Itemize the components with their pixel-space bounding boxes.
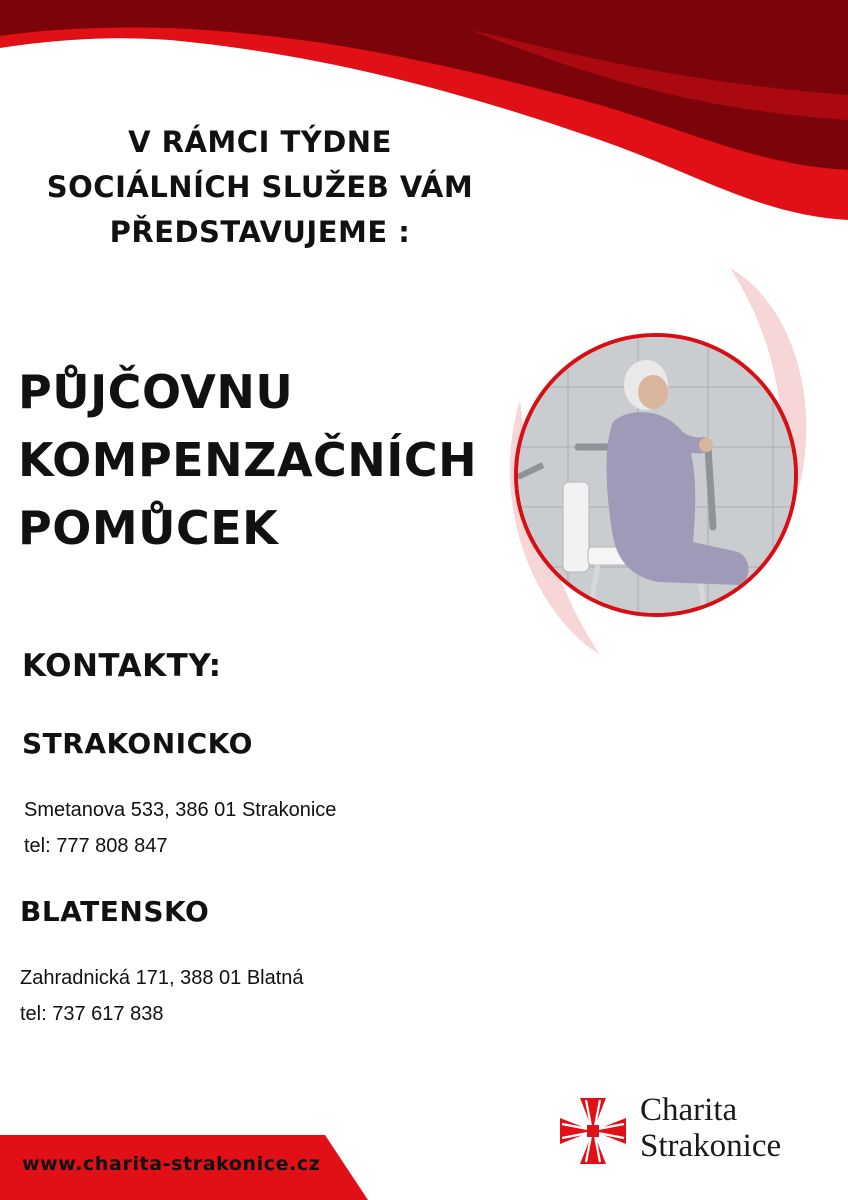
address-strakonicko: Smetanova 533, 386 01 Strakonice — [24, 799, 337, 821]
charita-logo — [558, 1092, 838, 1172]
intro-line-2: SOCIÁLNÍCH SLUŽEB VÁM — [46, 170, 474, 204]
intro-line-1: V RÁMCI TÝDNE — [128, 125, 392, 159]
caritas-cross-icon — [558, 1096, 628, 1166]
region-strakonicko: STRAKONICKO — [22, 727, 253, 760]
phone-blatensko[interactable]: tel: 737 617 838 — [20, 1003, 164, 1025]
headline-line-3: POMŮCEK — [18, 501, 279, 555]
logo-line-1: Charita — [640, 1092, 738, 1128]
elderly-person-shower-chair-photo — [514, 333, 798, 617]
contact-block-blatensko — [20, 960, 304, 1032]
contact-block-strakonicko — [24, 792, 336, 864]
contacts-heading: KONTAKTY: — [22, 648, 222, 684]
website-link[interactable]: www.charita-strakonice.cz — [22, 1153, 321, 1175]
region-blatensko: BLATENSKO — [20, 895, 210, 928]
headline-line-1: PŮJČOVNU — [18, 365, 294, 419]
headline-line-2: KOMPENZAČNÍCH — [18, 433, 478, 487]
logo-text — [640, 1092, 781, 1164]
intro-line-3: PŘEDSTAVUJEME : — [109, 215, 411, 249]
intro-text — [0, 120, 520, 255]
headline — [18, 358, 518, 562]
logo-line-2: Strakonice — [640, 1128, 782, 1164]
address-blatensko: Zahradnická 171, 388 01 Blatná — [20, 967, 304, 989]
phone-strakonicko[interactable]: tel: 777 808 847 — [24, 835, 168, 857]
